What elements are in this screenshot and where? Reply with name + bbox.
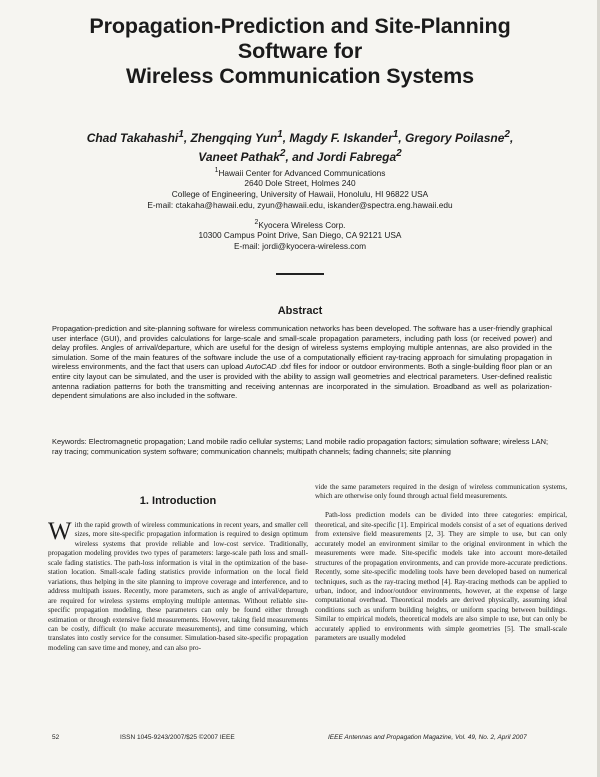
drop-cap: W [48,518,72,545]
author-name: Magdy F. Iskander [289,131,393,145]
title-line: Propagation-Prediction and Site-Planning [89,14,511,38]
abstract-text [52,324,552,401]
intro-paragraph [48,518,308,653]
affiliation-line: 2640 Dole Street, Holmes 240 [244,178,356,189]
author-name: Zhengqing Yun [190,131,278,145]
paper-title [30,14,570,89]
left-column [48,518,308,653]
author-separator: , and [285,150,317,164]
affiliation-email: E-mail: ctakaha@hawaii.edu, zyun@hawaii.edu, iskander@spectra.eng.hawaii.edu [147,199,453,210]
abstract-heading: Abstract [277,305,323,317]
affiliation-line: 10300 Campus Point Drive, San Diego, CA 92121 USA [198,230,402,241]
affiliation-mark: 2 [254,219,259,226]
author-affiliation-mark: 2 [279,148,286,159]
author-name: Jordi Fabrega [316,150,397,164]
author-name: Gregory Poilasne [405,131,505,145]
abstract-text-part: .dxf files for indoor or outdoor environments. Both a single-building floor plan or an entire city layout can be simulated, and the user is provided with the ability to assign wall geometries and electrical parameters. User-defined realistic antenna radiation patterns for both the transmitting and receiving antennas are incorporated in the simulation. Broadband as well as polarization-dependent simulations are also included in the software. [52,362,552,401]
author-list [40,127,560,165]
affiliation-2 [60,218,540,252]
author-line-2 [40,146,560,165]
author-separator: , [398,131,406,145]
author-separator: , [282,131,290,145]
author-name: Vaneet Pathak [198,150,280,164]
affiliation-email: E-mail: jordi@kyocera-wireless.com [234,240,366,251]
abstract-italic-term: AutoCAD [245,362,277,372]
affiliation-mark: 1 [214,167,219,174]
author-separator: , [509,131,514,145]
author-affiliation-mark: 1 [277,129,283,140]
author-affiliation-mark: 1 [392,129,399,140]
introduction-heading: 1. Introduction [139,495,217,507]
right-column [315,483,567,644]
author-line-1 [40,127,560,146]
abstract-text-part: Propagation-prediction and site-planning software for wireless communication networks has been developed. The software has a user-friendly graphical user interface (GUI), and provides calculations for large-scale and small-scale propagation parameters, including path loss (or received power) and delay profiles. Angles of arrival/departure, which are useful for the design of wireless systems employing multiple antennas, are also provided in the simulation. Some of the main features of the software include the use of a computationally efficient ray-tracing approach for simulating propagation in wireless environments, and the fact that users can upload [52,324,552,372]
author-affiliation-mark: 2 [396,148,402,159]
affiliation-line [60,166,540,178]
author-separator: , [183,131,191,145]
issn-line: ISSN 1045-9243/2007/$25 ©2007 IEEE [120,734,235,741]
affiliation-text: Hawaii Center for Advanced Communications [218,167,386,178]
intro-continuation: vide the same parameters required in the design of wireless communication systems, which are otherwise only found through actual field measurements. [315,483,567,501]
author-name: Chad Takahashi [86,131,179,145]
author-affiliation-mark: 2 [504,129,510,140]
intro-text: ith the rapid growth of wireless communications in recent years, and smaller cell sizes, more site-specific propagation information is required to design optimum wireless systems that provide reliable and low-cost service. Traditionally, propagation modeling provides two types of parameters: large-scale path loss and small-scale fading statistics. The path-loss information is vital in the optimization of the base-station location. Small-scale fading statistics provide information on the local field variations, thus helping in the site planning to improve coverage and interference, and to address multipath issues. Recently, more parameters, such as angle of arrival/departure, are required for wireless systems employing multiple antennas. Without reliable site-specific propagation modeling, these parameters can only be found either through estimation or through extensive field measurements. However, taking field measurements can be costly, difficult (to make accurate measurements), and time consuming, which translates into costly service for the consumer. Simulation-based site-specific propagation modeling can save time and money, and can also pro- [48,521,308,652]
title-line: Wireless Communication Systems [125,64,475,88]
affiliation-1 [60,166,540,210]
affiliation-line: College of Engineering, University of Hawaii, Honolulu, HI 96822 USA [171,188,429,199]
page-number: 52 [52,734,60,741]
section-divider [276,273,324,275]
title-line: Software for [237,39,363,63]
keywords: Keywords: Electromagnetic propagation; Land mobile radio cellular systems; Land mobile radio propagation factors; simulation software; wireless LAN; ray tracing; communication system software; communication channels; multipath channels; fading channels; site planning [52,437,549,456]
journal-citation: IEEE Antennas and Propagation Magazine, Vol. 49, No. 2, April 2007 [328,734,527,741]
affiliation-line [60,218,540,230]
author-affiliation-mark: 1 [178,129,184,140]
affiliation-text: Kyocera Wireless Corp. [258,219,346,230]
path-loss-paragraph: Path-loss prediction models can be divided into three categories: empirical, theoretical, and site-specific [1]. Empirical models consist of a set of equations derived from extensive field measurements [2, 3]. They are simple to use, but can only accurately model an environment similar to the original environment in which the measurements were made. Site-specific models take into account more-detailed structures of the propagation environments, and can provide more-accurate predictions. Recently, some site-specific modeling tools have been developed based on numerical techniques, such as the ray-tracing method [4]. Ray-tracing methods can be applied to urban, indoor, and indoor/outdoor environments, however, at the expense of large computational overhead. Theoretical models are derived physically, assuming ideal conditions such as uniform building heights, or uniform spacing between buildings. Similar to empirical models, theoretical models are also simple to use, but can only be accurately applied to environments with simple geometries [5]. The small-scale parameters are usually modeled [315,511,567,643]
